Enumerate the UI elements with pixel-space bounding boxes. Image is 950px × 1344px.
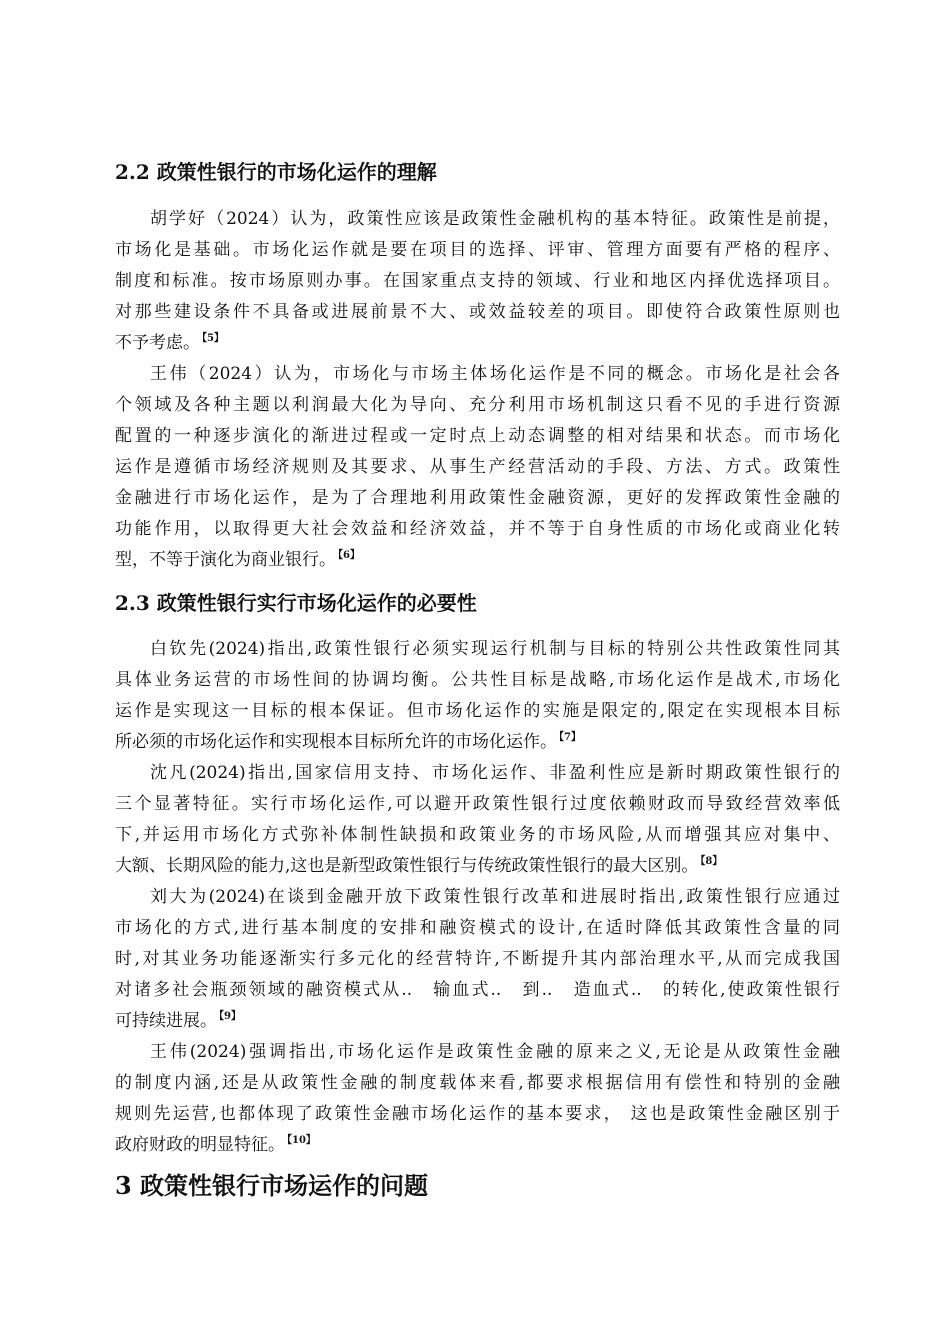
text-line: 下,并运用市场化方式弥补体制性缺损和政策业务的市场风险,从而增强其应对集中、	[115, 825, 840, 845]
text-line-last	[115, 1006, 840, 1037]
text-line: 对那些建设条件不具备或进展前景不大、或效益较差的项目。即使符合政策性原则也	[115, 302, 840, 322]
text-line: 王伟（2024）认为，市场化与市场主体场化运作是不同的概念。市场化是社会各	[150, 364, 840, 384]
text-line: 的制度内涵,还是从政策性金融的制度载体来看,都要求根据信用有偿性和特别的金融	[115, 1073, 840, 1093]
text-line: 市场化是基础。市场化运作就是要在项目的选择、评审、管理方面要有严格的程序、	[115, 240, 840, 260]
citation-ref: 【7】	[559, 732, 581, 743]
section-heading-2-3: 2.3 政策性银行实行市场化运作的必要性	[115, 591, 477, 615]
text-line: 可持续进展。	[115, 1011, 217, 1031]
text-line: 金融进行市场化运作，是为了合理地利用政策性金融资源，更好的发挥政策性金融的	[115, 488, 840, 508]
paragraph-shen-fan	[115, 758, 840, 882]
text-line: 刘大为(2024)在谈到金融开放下政策性银行改革和进展时指出,政策性银行应通过	[150, 887, 840, 907]
text-line: 型，不等于演化为商业银行。	[115, 550, 336, 570]
citation-ref: 【9】	[219, 1011, 241, 1022]
paragraph-wang-wei-1	[115, 359, 840, 576]
text-line: 所必须的市场化运作和实现根本目标所允许的市场化运作。	[115, 732, 557, 752]
text-line: 政府财政的明显特征。	[115, 1135, 285, 1155]
text-line-last	[115, 851, 840, 882]
text-line: 个领域及各种主题以利润最大化为导向、充分利用市场机制这只看不见的手进行资源	[115, 395, 840, 415]
text-line: 胡学好（2024）认为，政策性应该是政策性金融机构的基本特征。政策性是前提，	[150, 209, 840, 229]
text-line: 三个显著特征。实行市场化运作,可以避开政策性银行过度依赖财政而导致经营效率低	[115, 794, 840, 814]
paragraph-hu-xuehao	[115, 204, 840, 359]
text-line-last	[115, 328, 840, 359]
text-line: 制度和标准。按市场原则办事。在国家重点支持的领域、行业和地区内择优选择项目。	[115, 271, 840, 291]
text-line: 白钦先(2024)指出,政策性银行必须实现运行机制与目标的特别公共性政策性同其	[150, 639, 840, 659]
text-line-last	[115, 1130, 840, 1161]
text-line: 不予考虑。	[115, 333, 200, 353]
paragraph-bai-qinxian	[115, 634, 840, 758]
text-line: 王伟(2024)强调指出,市场化运作是政策性金融的原来之义,无论是从政策性金融	[150, 1042, 840, 1062]
chapter-heading-3: 3 政策性银行市场运作的问题	[115, 1171, 429, 1200]
citation-ref: 【10】	[287, 1135, 316, 1146]
text-line: 运作是遵循市场经济规则及其要求、从事生产经营活动的手段、方法、方式。政策性	[115, 457, 840, 477]
text-line: 功能作用，以取得更大社会效益和经济效益，并不等于自身性质的市场化或商业化转	[115, 519, 840, 539]
text-line: 运作是实现这一目标的根本保证。但市场化运作的实施是限定的,限定在实现根本目标	[115, 701, 840, 721]
paragraph-wang-wei-2	[115, 1037, 840, 1161]
paragraph-liu-dawei	[115, 882, 840, 1037]
text-line: 大额、长期风险的能力,这也是新型政策性银行与传统政策性银行的最大区别。	[115, 856, 699, 876]
text-line-last	[115, 727, 840, 758]
text-line: 沈凡(2024)指出,国家信用支持、市场化运作、非盈利性应是新时期政策性银行的	[150, 763, 840, 783]
text-line: 对诸多社会瓶颈领域的融资模式从.. 输血式.. 到.. 造血式.. 的转化,使政策性银行	[115, 980, 840, 1000]
text-line-last	[115, 545, 840, 576]
text-line: 时,对其业务功能逐渐实行多元化的经营特许,不断提升其内部治理水平,从而完成我国	[115, 949, 840, 969]
text-line: 规则先运营,也都体现了政策性金融市场化运作的基本要求， 这也是政策性金融区别于	[115, 1104, 840, 1124]
section-heading-2-2: 2.2 政策性银行的市场化运作的理解	[115, 160, 437, 184]
text-line: 配置的一种逐步演化的渐进过程或一定时点上动态调整的相对结果和状态。而市场化	[115, 426, 840, 446]
citation-ref: 【5】	[202, 333, 224, 344]
text-line: 市场化的方式,进行基本制度的安排和融资模式的设计,在适时降低其政策性含量的同	[115, 918, 840, 938]
text-line: 具体业务运营的市场性间的协调均衡。公共性目标是战略,市场化运作是战术,市场化	[115, 670, 840, 690]
citation-ref: 【6】	[338, 550, 360, 561]
citation-ref: 【8】	[700, 856, 723, 867]
